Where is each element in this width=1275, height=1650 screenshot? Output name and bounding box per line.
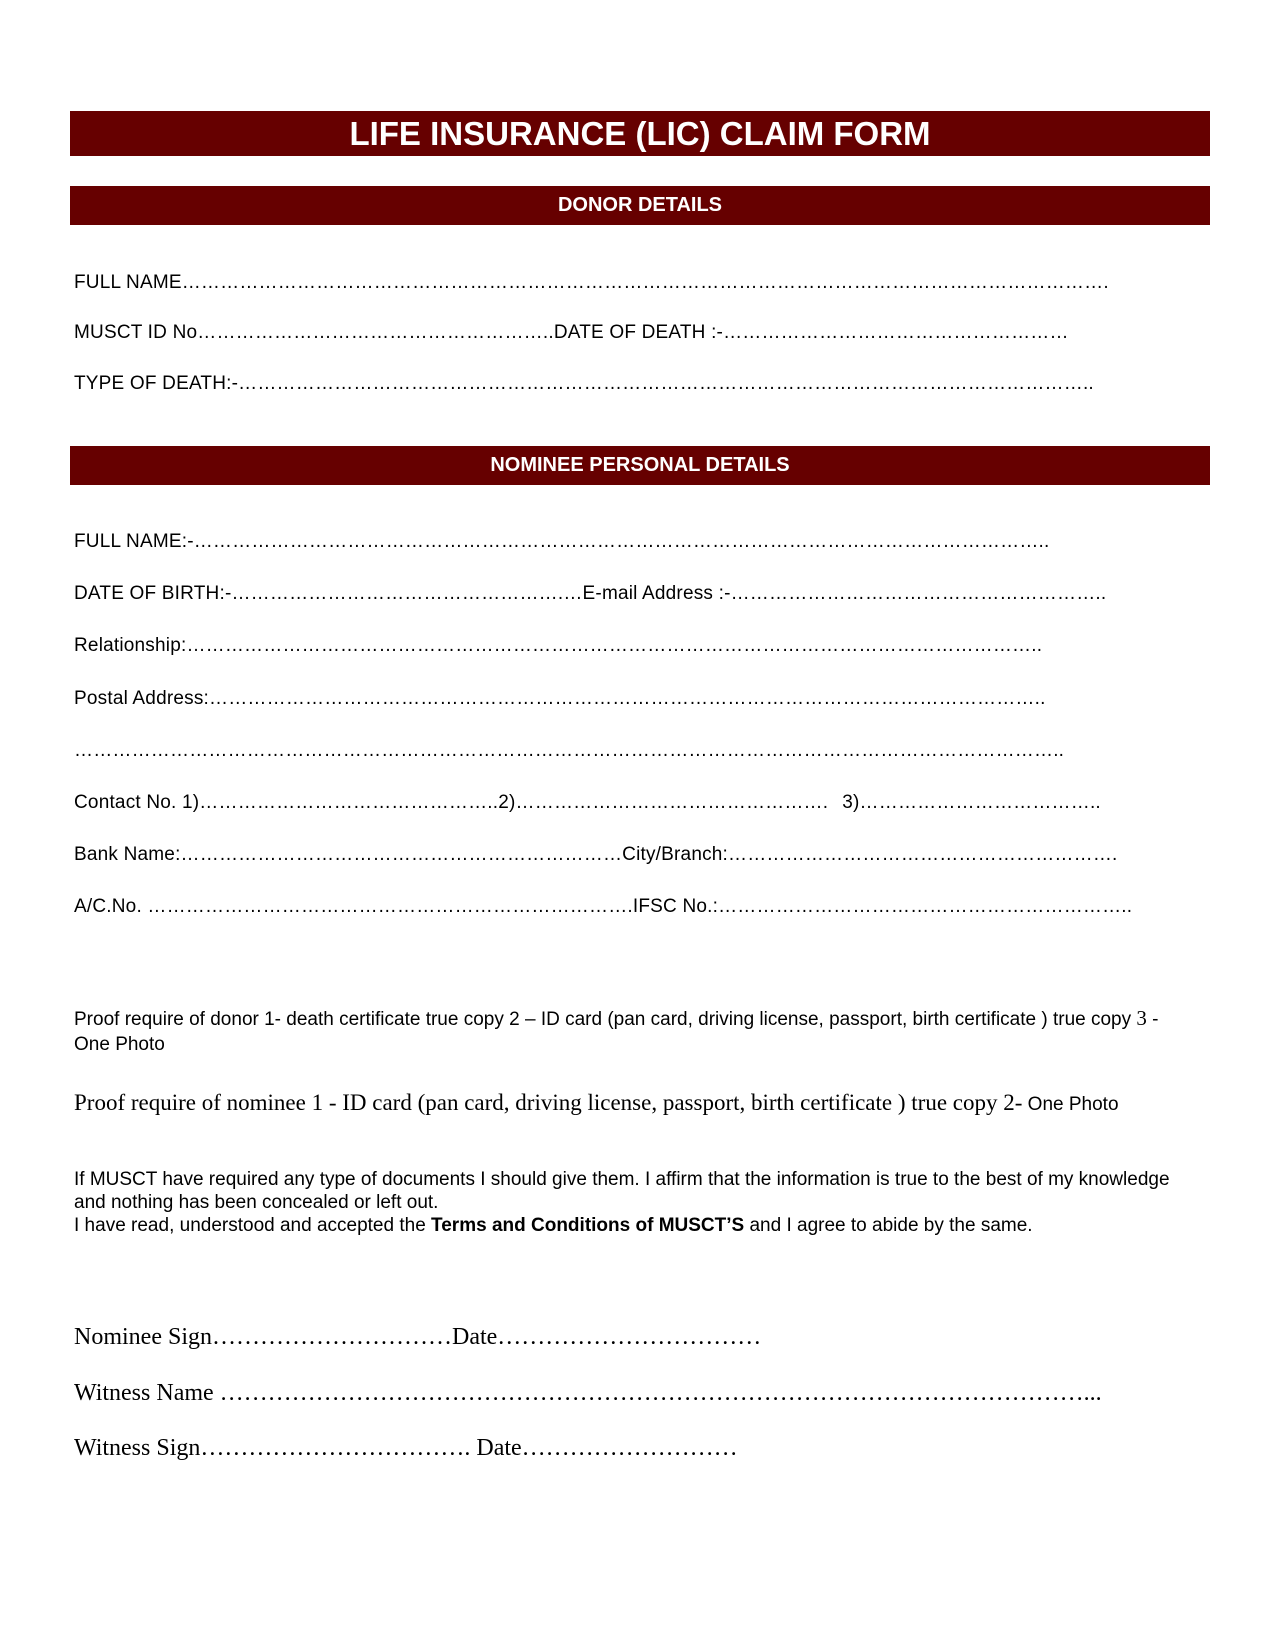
nominee-proof-text: Proof require of nominee 1 - ID card (pan card, driving license, passport, birth certificate ) true copy 2- bbox=[74, 1090, 1023, 1115]
bank-name-field[interactable]: Bank Name:…………………………………………………………… bbox=[74, 844, 623, 865]
contact-1-field[interactable]: Contact No. 1)……………………………………….. bbox=[74, 792, 499, 813]
donor-id-death-row bbox=[74, 322, 1214, 344]
bank-row bbox=[74, 844, 1214, 866]
musct-id-field[interactable]: MUSCT ID No……………………………………………….. bbox=[74, 322, 554, 343]
donor-proof-note bbox=[74, 1006, 1199, 1057]
email-field[interactable]: E-mail Address :-………………………………………………….. bbox=[582, 583, 1107, 604]
declaration-terms: I have read, understood and accepted the Terms and Conditions of MUSCT’S and I agree to abide by the same. bbox=[74, 1215, 1033, 1236]
relationship-field[interactable]: Relationship:…………………………………………………………………………………………………………………….. bbox=[74, 635, 1043, 656]
section-header-donor: DONOR DETAILS bbox=[70, 186, 1210, 225]
witness-sign-row bbox=[74, 1434, 1224, 1462]
donor-proof-number: 3 bbox=[1136, 1006, 1147, 1030]
donor-proof-text: Proof require of donor 1- death certificate true copy 2 – ID card (pan card, driving license, passport, birth certificate ) true copy bbox=[74, 1009, 1137, 1030]
postal-address-field[interactable]: Postal Address:………………………………………………………………………………………………………………….. bbox=[74, 688, 1046, 709]
witness-sign-field[interactable]: Witness Sign……………………………. bbox=[74, 1435, 477, 1461]
contact-2-field[interactable]: 2)…………………………………………. bbox=[498, 792, 829, 813]
city-branch-field[interactable]: City/Branch:……………………………………………………. bbox=[622, 844, 1118, 865]
postal-address-line2-field[interactable]: ……………………………………………………………………………………………………………………………………….. bbox=[74, 740, 1065, 761]
date-of-death-field[interactable]: DATE OF DEATH :-……………………………………………… bbox=[553, 322, 1069, 343]
form-title: LIFE INSURANCE (LIC) CLAIM FORM bbox=[70, 111, 1210, 156]
witness-date-field[interactable]: Date……………………… bbox=[476, 1435, 738, 1461]
contact-3-field[interactable]: 3)……………………………….. bbox=[842, 792, 1101, 813]
declaration bbox=[74, 1168, 1199, 1237]
account-row bbox=[74, 896, 1214, 918]
nominee-proof-photo: One Photo bbox=[1022, 1094, 1119, 1115]
nominee-date-field[interactable]: Date…………………………… bbox=[452, 1324, 762, 1350]
type-of-death-field[interactable]: TYPE OF DEATH:-…………………………………………………………………………………………………………………….. bbox=[74, 373, 1094, 394]
nominee-sign-field[interactable]: Nominee Sign………………………… bbox=[74, 1324, 452, 1350]
date-of-birth-field[interactable]: DATE OF BIRTH:-…………………………………………….… bbox=[74, 583, 583, 604]
donor-proof-photo: - One Photo bbox=[74, 1009, 1159, 1055]
terms-and-conditions: Terms and Conditions of MUSCT’S bbox=[431, 1215, 745, 1236]
nominee-full-name-field[interactable]: FULL NAME:-…………………………………………………………………………………………………………………….. bbox=[74, 531, 1050, 552]
account-number-field[interactable]: A/C.No. …………………………………………………………………. bbox=[74, 896, 633, 917]
ifsc-field[interactable]: IFSC No.:……………………………………………………….. bbox=[632, 896, 1133, 917]
contact-row bbox=[74, 792, 1214, 814]
witness-name-field[interactable]: Witness Name ………………………………………………………………………………………………... bbox=[74, 1380, 1102, 1406]
section-header-nominee: NOMINEE PERSONAL DETAILS bbox=[70, 446, 1210, 485]
dob-email-row bbox=[74, 583, 1214, 605]
nominee-sign-row bbox=[74, 1323, 1224, 1351]
donor-full-name-field[interactable]: FULL NAME………………………………………………………………………………………………………………………………. bbox=[74, 272, 1109, 293]
declaration-affirmation: If MUSCT have required any type of documents I should give them. I affirm that the information is true to the best of my knowledge and nothing has been concealed or left out. bbox=[74, 1169, 1170, 1213]
nominee-proof-note bbox=[74, 1090, 1199, 1117]
